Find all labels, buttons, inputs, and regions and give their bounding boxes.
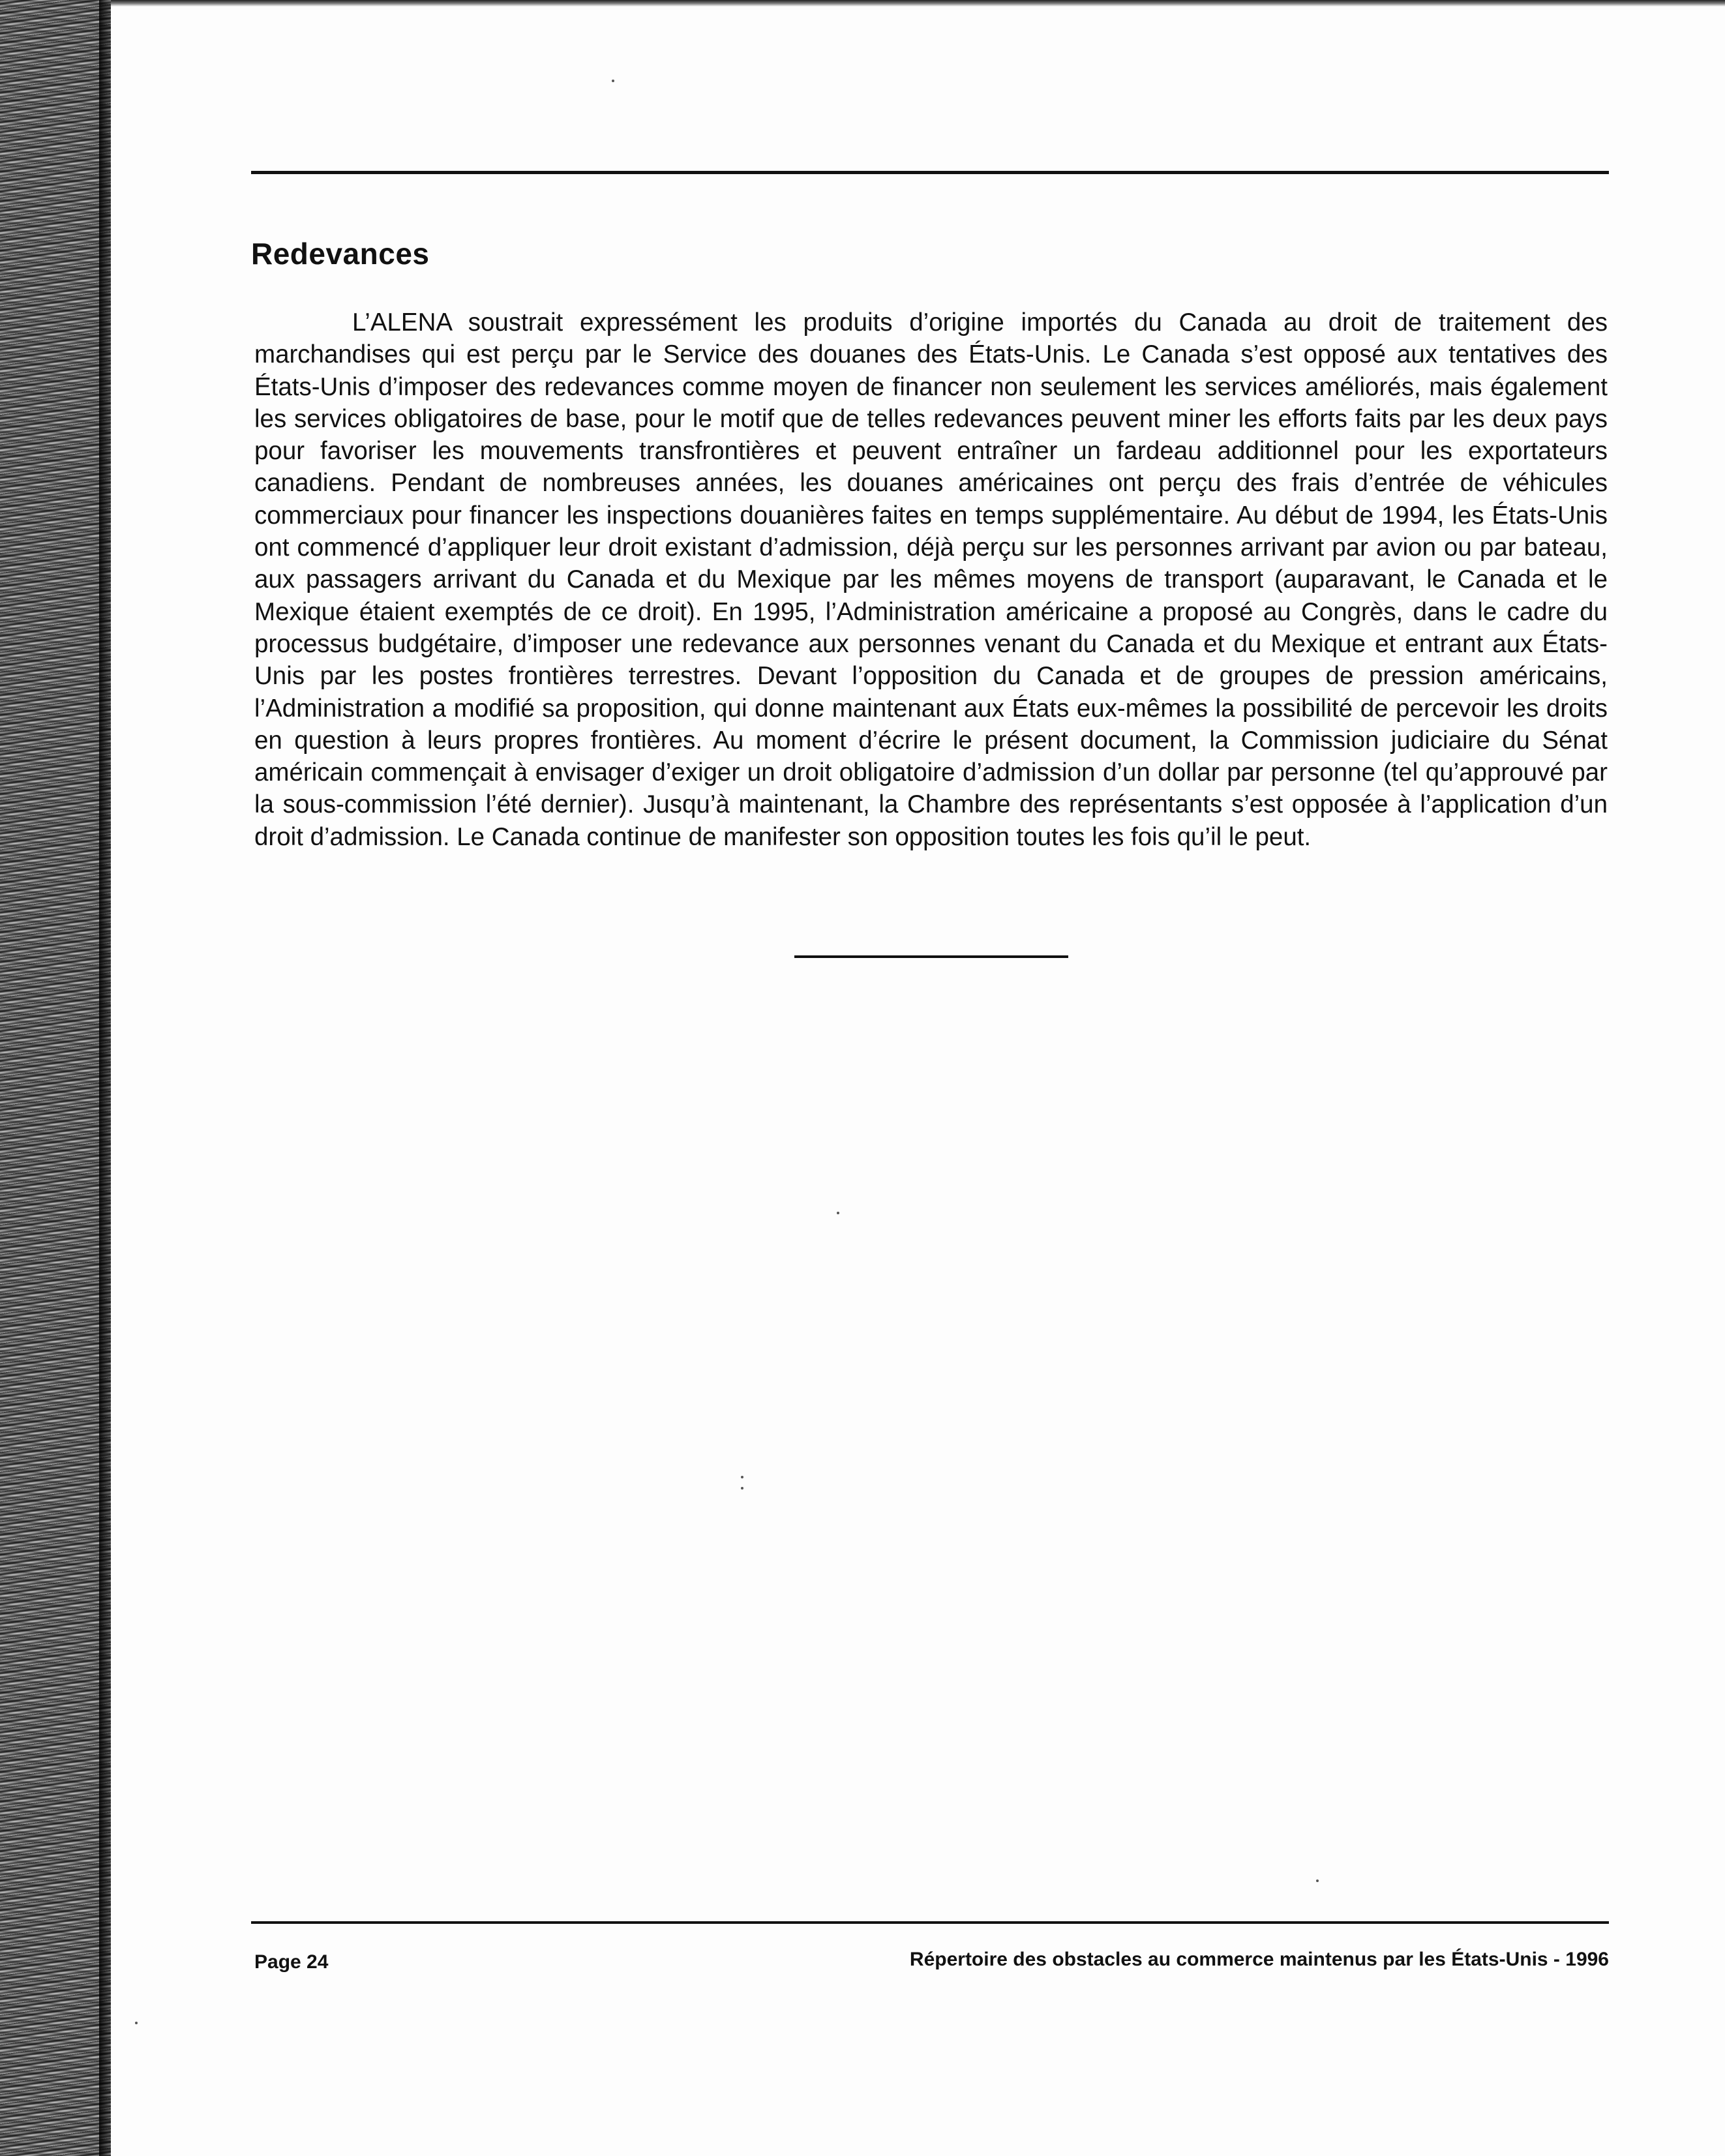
section-end-rule bbox=[794, 955, 1068, 958]
page-number: Page 24 bbox=[254, 1951, 329, 1973]
scan-speck bbox=[1316, 1879, 1319, 1882]
scan-speck bbox=[837, 1212, 839, 1214]
scan-speck bbox=[741, 1487, 743, 1490]
footer-rule bbox=[251, 1921, 1609, 1924]
scan-speck bbox=[741, 1476, 743, 1478]
top-rule bbox=[251, 171, 1609, 174]
scan-top-edge bbox=[111, 0, 1725, 7]
section-heading: Redevances bbox=[251, 237, 430, 271]
scan-binding-edge bbox=[0, 0, 111, 2156]
section-paragraph: L’ALENA soustrait expressément les produits d’origine importés du Canada au droit de traitement des marchandises qui est perçu par le Service des douanes des États-Unis. Le Canada s’est opposé aux tentatives des États-Unis d’imposer des redevances comme moyen de financer non seulement les services améliorés, mais également les services obligatoires de base, pour le motif que de telles redevances peuvent miner les efforts faits par les deux pays pour favoriser les mouvements transfrontières et peuvent entraîner un fardeau additionnel pour les exportateurs canadiens. Pendant de nombreuses années, les douanes américaines ont perçu des frais d’entrée de véhicules commerciaux pour financer les inspections douanières faites en temps supplémentaire. Au début de 1994, les États-Unis ont commencé d’appliquer leur droit existant d’admission, déjà perçu sur les personnes arrivant par avion ou par bateau, aux passagers arrivant du Canada et du Mexique par les mêmes moyens de transport (auparavant, le Canada et le Mexique étaient exemptés de ce droit). En 1995, l’Administration américaine a proposé au Congrès, dans le cadre du processus budgétaire, d’imposer une redevance aux personnes venant du Canada et du Mexique et entrant aux États-Unis par les postes frontières terrestres. Devant l’opposition du Canada et de groupes de pression américains, l’Administration a modifié sa proposition, qui donne maintenant aux États eux-mêmes la possibilité de percevoir les droits en question à leurs propres frontières. Au moment d’écrire le présent document, la Commission judiciaire du Sénat américain commençait à envisager d’exiger un droit obligatoire d’admission d’un dollar par personne (tel qu’approuvé par la sous-commission l’été dernier). Jusqu’à maintenant, la Chambre des représentants s’est opposée à l’application d’un droit d’admission. Le Canada continue de manifester son opposition toutes les fois qu’il le peut. bbox=[254, 308, 1608, 851]
scan-speck bbox=[135, 2022, 138, 2024]
scan-speck bbox=[612, 80, 614, 82]
publication-title: Répertoire des obstacles au commerce maintenus par les États-Unis - 1996 bbox=[909, 1949, 1609, 1970]
